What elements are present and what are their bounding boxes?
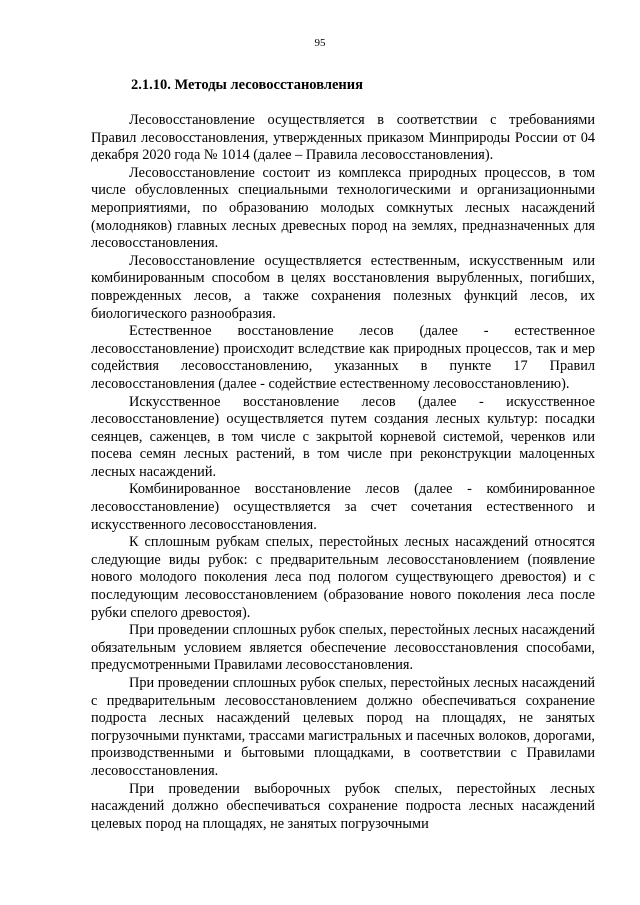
paragraph: Комбинированное восстановление лесов (далее - комбинированное лесовосстановление) осуществляется за счет сочетания естественного и искусственного лесовосстановления. xyxy=(91,481,595,533)
paragraph: Лесовосстановление осуществляется естественным, искусственным или комбинированным способом в целях восстановления вырубленных, погибших, поврежденных лесов, а также сохранения полезных функций лесов, их биологического разнообразия. xyxy=(91,252,595,322)
paragraph: Лесовосстановление состоит из комплекса природных процессов, в том числе обусловленных специальными технологическими и организационными мероприятиями, по образованию молодых сомкнутых лесных насаждений (молодняков) главных лесных древесных пород на землях, предназначенных для лесовосстановления. xyxy=(91,164,595,252)
paragraph: При проведении выборочных рубок спелых, перестойных лесных насаждений должно обеспечиваться сохранение подроста лесных насаждений целевых пород на площадях, не занятых погрузочными xyxy=(91,780,595,832)
paragraph: При проведении сплошных рубок спелых, перестойных лесных насаждений с предварительным лесовосстановлением должно обеспечиваться сохранение подроста лесных насаждений целевых пород на площадях, не занятых погрузочными пунктами, трассами магистральных и пасечных волоков, дорогами, производственными и бытовыми площадками, в соответствии с Правилами лесовосстановления. xyxy=(91,675,595,779)
paragraph: Искусственное восстановление лесов (далее - искусственное лесовосстановление) осуществляется путем создания лесных культур: посадки сеянцев, саженцев, в том числе с закрытой корневой системой, черенков или посева семян лесных растений, в том числе при реконструкции малоценных лесных насаждений. xyxy=(91,393,595,480)
paragraph: Естественное восстановление лесов (далее - естественное лесовосстановление) происходит вследствие как природных процессов, так и мер содействия лесовосстановлению, указанных в пункте 17 Правил лесовосстановления (далее - содействие естественному лесовосстановлению). xyxy=(91,323,595,392)
paragraph: К сплошным рубкам спелых, перестойных лесных насаждений относятся следующие виды рубок: с предварительным лесовосстановлением (появление нового молодого поколения леса под пологом существующего древостоя) и с последующим лесовосстановлением (образование нового поколения леса после рубки спелого древостоя). xyxy=(91,534,595,621)
section-heading: 2.1.10. Методы лесовосстановления xyxy=(131,77,363,93)
paragraph: Лесовосстановление осуществляется в соответствии с требованиями Правил лесовосстановления, утвержденных приказом Минприроды России от 04 декабря 2020 года № 1014 (далее – Правила лесовосстановления). xyxy=(91,112,595,164)
page-number: 95 xyxy=(314,37,326,49)
paragraph: При проведении сплошных рубок спелых, перестойных лесных насаждений обязательным условием является обеспечение лесовосстановления способами, предусмотренными Правилами лесовосстановления. xyxy=(91,622,595,674)
document-body xyxy=(91,112,595,833)
